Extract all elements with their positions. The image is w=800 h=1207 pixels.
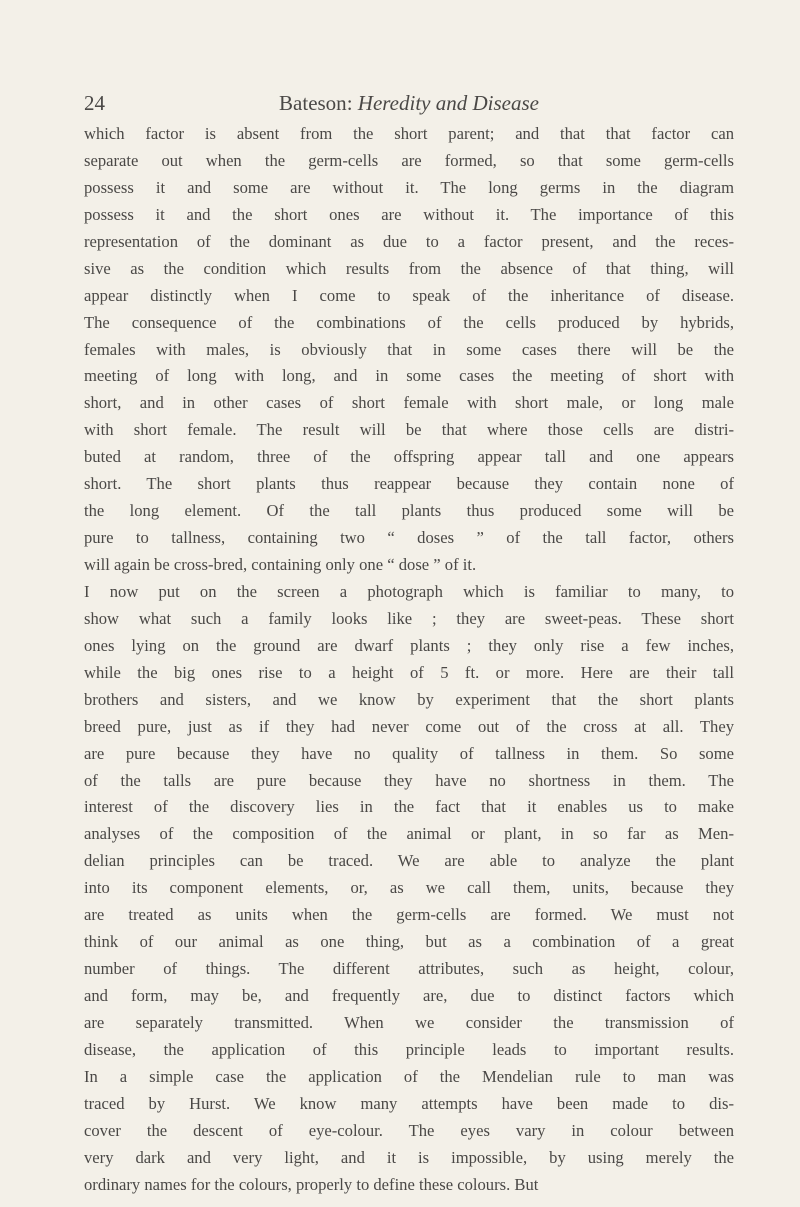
text-line: are pure because they have no quality of tallness in them. So some (84, 743, 734, 763)
text-line: sive as the condition which results from the absence of that thing, will (84, 258, 734, 278)
running-head (84, 88, 734, 118)
text-line: separate out when the germ-cells are formed, so that some germ-cells (84, 150, 734, 170)
page-number: 24 (84, 91, 105, 115)
text-line: possess it and some are without it. The long germs in the diagram (84, 177, 734, 197)
text-line: the long element. Of the tall plants thus produced some will be (84, 501, 734, 521)
text-line: short. The short plants thus reappear because they contain none of (84, 474, 734, 494)
text-line: cover the descent of eye-colour. The eyes vary in colour between (84, 1120, 734, 1140)
text-line: short, and in other cases of short female with short male, or long male (84, 393, 734, 413)
text-line: will again be cross-bred, containing only one “ dose ” of it. (84, 555, 477, 574)
text-line: number of things. The different attributes, such as height, colour, (84, 959, 734, 979)
text-line: The consequence of the combinations of the cells produced by hybrids, (84, 312, 734, 332)
running-title-work: Heredity and Disease (357, 91, 539, 115)
text-line: meeting of long with long, and in some cases the meeting of short with (84, 366, 734, 386)
text-line: appear distinctly when I come to speak of the inheritance of disease. (84, 285, 734, 305)
running-title (84, 88, 734, 118)
body-text (84, 121, 734, 1199)
text-line: are separately transmitted. When we consider the transmission of (84, 1012, 734, 1032)
text-line: pure to tallness, containing two “ doses ” of the tall factor, others (84, 528, 734, 548)
text-line: disease, the application of this principle leads to important results. (84, 1039, 734, 1059)
text-line: and form, may be, and frequently are, due to distinct factors which (84, 986, 734, 1005)
text-line: interest of the discovery lies in the fact that it enables us to make (84, 797, 734, 817)
text-line: think of our animal as one thing, but as a combination of a great (84, 932, 734, 952)
text-line: ordinary names for the colours, properly to define these colours. But (84, 1174, 539, 1194)
text-line: are treated as units when the germ-cells are formed. We must not (84, 905, 734, 925)
text-line: of the talls are pure because they have no shortness in them. The (84, 770, 734, 790)
text-line: into its component elements, or, as we call them, units, because they (84, 878, 734, 898)
text-line: I now put on the screen a photograph which is familiar to many, to (84, 581, 734, 601)
text-line: very dark and very light, and it is impossible, by using merely the (84, 1147, 734, 1167)
text-line: delian principles can be traced. We are able to analyze the plant (84, 851, 734, 871)
running-title-separator: : (346, 91, 358, 115)
text-line: breed pure, just as if they had never come out of the cross at all. They (84, 716, 734, 736)
running-title-author: Bateson (279, 91, 347, 115)
text-line: females with males, is obviously that in some cases there will be the (84, 339, 734, 359)
text-line: analyses of the composition of the animal or plant, in so far as Men- (84, 824, 734, 844)
text-line: In a simple case the application of the Mendelian rule to man was (84, 1066, 734, 1086)
text-line: while the big ones rise to a height of 5 ft. or more. Here are their tall (84, 662, 734, 682)
text-line: show what such a family looks like ; they are sweet-peas. These short (84, 608, 734, 628)
text-line: traced by Hurst. We know many attempts have been made to dis- (84, 1093, 734, 1113)
text-line: brothers and sisters, and we know by experiment that the short plants (84, 689, 734, 709)
text-line: representation of the dominant as due to a factor present, and the reces- (84, 231, 734, 251)
text-line: ones lying on the ground are dwarf plants ; they only rise a few inches, (84, 635, 734, 655)
text-line: possess it and the short ones are without it. The importance of this (84, 204, 734, 224)
text-line: with short female. The result will be that where those cells are distri- (84, 420, 734, 440)
text-line: buted at random, three of the offspring appear tall and one appears (84, 447, 734, 467)
text-line: which factor is absent from the short parent; and that that factor can (84, 124, 734, 143)
